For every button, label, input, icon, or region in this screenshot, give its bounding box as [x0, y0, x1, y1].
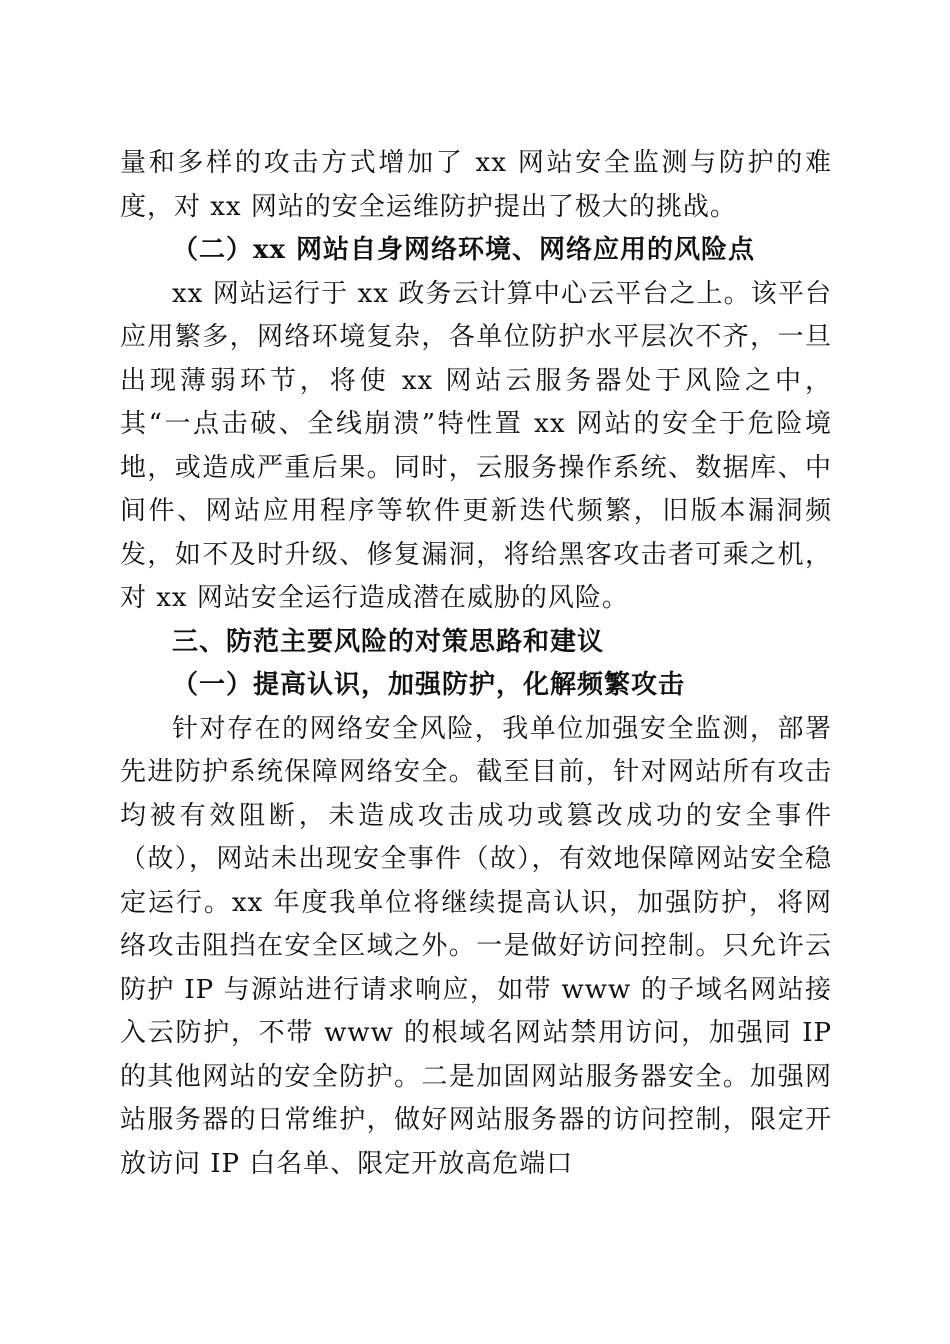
subheading-3-1: （一）提高认识，加强防护，化解频繁攻击: [172, 670, 686, 700]
section-heading-3: 三、防范主要风险的对策思路和建议: [172, 626, 605, 657]
paragraph-countermeasures: 针对存在的网络安全风险，我单位加强安全监测，部署先进防护系统保障网络安全。截至目前，针对网站所有攻击均被有效阻断，未造成攻击成功或篡改成功的安全事件（故），网站未出现安全事件（故），有效地保障网站安全稳定运行。xx 年度我单位将继续提高认识，加强防护，将网络攻击阻挡在安全区域之外。一是做好访问控制。只允许云防护 IP 与源站进行请求响应，如带 www 的子域名网站接入云防护，不带 www 的根域名网站禁用访问，加强同 IP 的其他网站的安全防护。二是加固网站服务器安全。加强网站服务器的日常维护，做好网站服务器的访问控制，限定开放访问 IP 白名单、限定开放高危端口: [120, 713, 832, 1179]
subheading-2: （二）xx 网站自身网络环境、网络应用的风险点: [172, 235, 756, 265]
paragraph-cloud-risk: xx 网站运行于 xx 政务云计算中心云平台之上。该平台应用繁多，网络环境复杂，各单位防护水平层次不齐，一旦出现薄弱环节，将使 xx 网站云服务器处于风险之中，其“一点击破、全线崩溃”特性置 xx 网站的安全于危险境地，或造成严重后果。同时，云服务操作系统、数据库、中间件、网站应用程序等软件更新迭代频繁，旧版本漏洞频发，如不及时升级、修复漏洞，将给黑客攻击者可乘之机，对 xx 网站安全运行造成潜在威胁的风险。: [120, 278, 832, 613]
paragraph-continuation: 量和多样的攻击方式增加了 xx 网站安全监测与防护的难度，对 xx 网站的安全运维防护提出了极大的挑战。: [120, 148, 832, 222]
document-body: [120, 142, 832, 1186]
